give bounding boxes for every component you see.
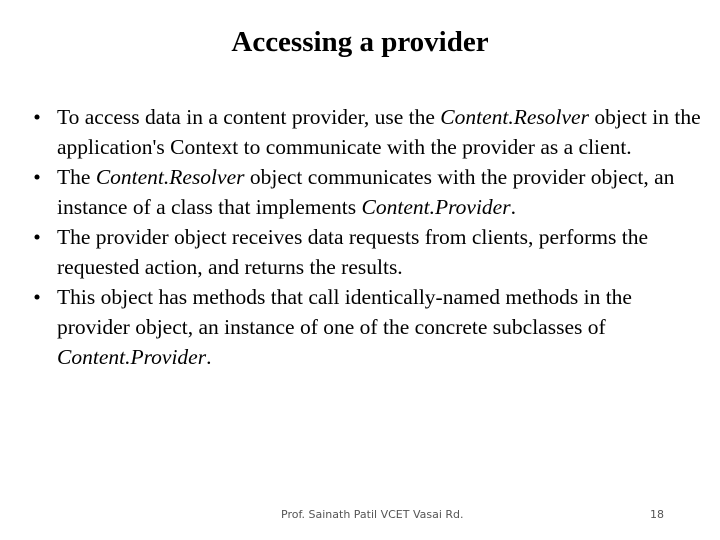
bullet-text: object in the application's Context to communicate with the provider as a client. bbox=[57, 105, 701, 159]
bullet-icon: • bbox=[33, 225, 41, 249]
bullet-item bbox=[30, 162, 702, 222]
bullet-text: To access data in a content provider, use the bbox=[57, 105, 441, 129]
bullet-list bbox=[30, 102, 702, 372]
page-number: 18 bbox=[650, 508, 664, 521]
footer-text: Prof. Sainath Patil VCET Vasai Rd. bbox=[281, 508, 464, 521]
bullet-text: This object has methods that call identically-named methods in the provider object, an instance of one of the concrete subclasses of bbox=[57, 285, 632, 339]
italic-term: Content.Resolver bbox=[95, 165, 245, 189]
footer bbox=[0, 508, 720, 526]
bullet-text: object communicates with the provider object, an instance of a class that implements bbox=[57, 165, 675, 219]
bullet-text: . bbox=[206, 345, 212, 369]
italic-term: Content.Provider bbox=[57, 345, 207, 369]
bullet-text: . bbox=[510, 195, 516, 219]
bullet-item bbox=[30, 282, 702, 372]
bullet-item bbox=[30, 222, 702, 282]
italic-term: Content.Resolver bbox=[440, 105, 589, 129]
bullet-icon: • bbox=[33, 165, 41, 189]
bullet-text: The bbox=[57, 165, 96, 189]
bullet-icon: • bbox=[33, 105, 41, 129]
italic-term: Content.Provider bbox=[361, 195, 511, 219]
bullet-icon: • bbox=[33, 285, 41, 309]
bullet-item bbox=[30, 102, 702, 162]
slide-title: Accessing a provider bbox=[231, 26, 489, 58]
bullet-text: The provider object receives data requests from clients, performs the requested action, and returns the results. bbox=[57, 225, 649, 279]
